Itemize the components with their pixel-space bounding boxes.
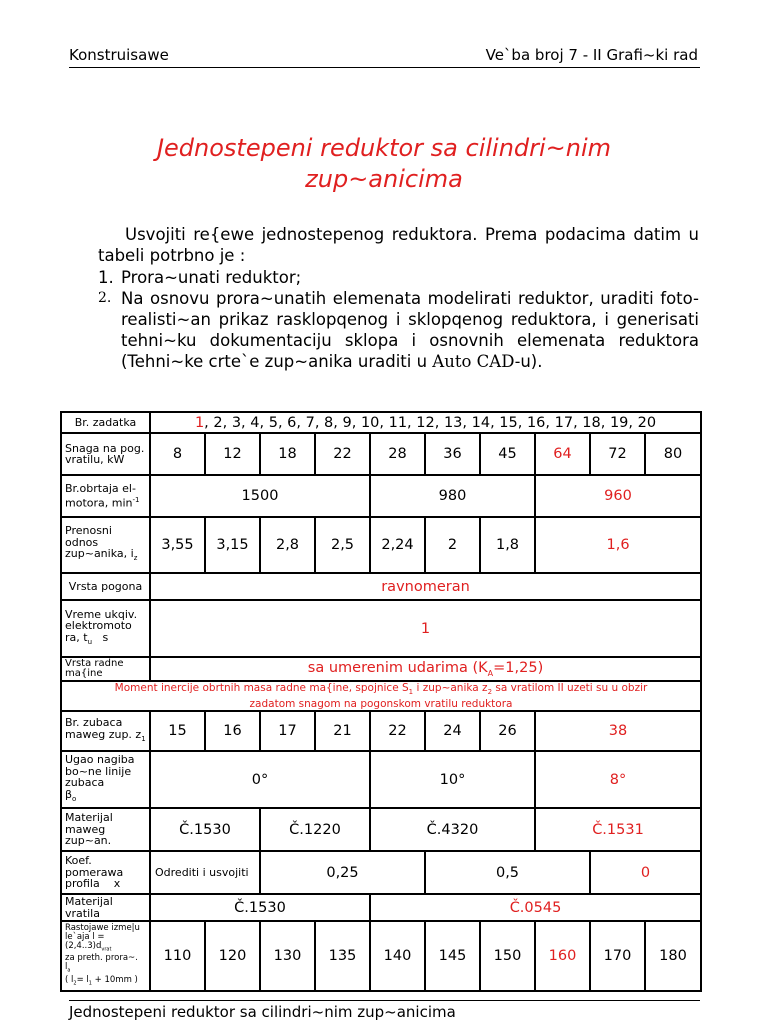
table-row <box>61 573 701 600</box>
list-item <box>98 288 699 372</box>
page-header <box>69 44 700 68</box>
list-number: 2. <box>98 290 112 306</box>
task-number-selected: 1 <box>194 414 205 431</box>
table-cell: 12 <box>205 433 260 475</box>
table-cell: Č.1531 <box>535 808 701 851</box>
row-label: Br.obrtaja el-motora, $\min^{-1}$ <box>61 475 150 517</box>
row-label: Vrsta radne ma{ine <box>61 657 150 681</box>
row-label: Br. zadatka <box>61 412 150 433</box>
table-cell: sa umerenim udarima $(K_A=1,25)$ <box>150 657 701 681</box>
title-line-2: zup~anicima <box>305 165 463 193</box>
table-cell: 150 <box>480 921 535 991</box>
table-cell: 2,24 <box>370 517 425 573</box>
row-label: Vrsta pogona <box>61 573 150 600</box>
row-label: Materijal vratila <box>61 894 150 921</box>
table-row <box>61 657 701 681</box>
table-row <box>61 894 701 921</box>
list-text-serif: Auto CAD- <box>432 352 521 371</box>
table-cell: Č.4320 <box>370 808 535 851</box>
table-cell: 28 <box>370 433 425 475</box>
table-cell: 16 <box>205 711 260 751</box>
table-cell: 80 <box>645 433 701 475</box>
table-cell: 1,6 <box>535 517 701 573</box>
table-cell: 8 <box>150 433 205 475</box>
table-cell: 145 <box>425 921 480 991</box>
list-text: Na osnovu prora~unatih elemenata modelirati reduktor, uraditi foto-realisti~an prikaz rasklopqenog i sklopqenog reduktora, i generisati tehni~ku dokumentaciju sklopa i osnovnih elemenata reduktora (Tehni~ke crte`e zup~anika uraditi u <box>121 289 699 371</box>
document-title <box>0 133 768 195</box>
list-number: 1. <box>98 268 114 287</box>
row-label: Ugao nagiba bo~ne linije zubaca $\beta_o$ <box>61 751 150 808</box>
table-cell: 15 <box>150 711 205 751</box>
table-cell: 0,25 <box>260 851 425 894</box>
table-cell: 0° <box>150 751 370 808</box>
table-cell: 24 <box>425 711 480 751</box>
table-cell: 135 <box>315 921 370 991</box>
row-label: Prenosni odnos zup~anika, $i_z$ <box>61 517 150 573</box>
table-cell: 1,8 <box>480 517 535 573</box>
table-cell: 1 <box>150 600 701 657</box>
table-cell: 2,8 <box>260 517 315 573</box>
table-row <box>61 711 701 751</box>
table-row <box>61 921 701 991</box>
table-cell: 18 <box>260 433 315 475</box>
table-cell: 140 <box>370 921 425 991</box>
data-table <box>60 411 702 992</box>
table-cell: Č.1220 <box>260 808 370 851</box>
table-cell: 1500 <box>150 475 370 517</box>
table-cell: 22 <box>315 433 370 475</box>
table-cell: Č.1530 <box>150 808 260 851</box>
table-cell: 170 <box>590 921 645 991</box>
title-line-1: Jednostepeni reduktor sa cilindri~nim <box>156 134 612 162</box>
table-row <box>61 412 701 433</box>
table-cell: 180 <box>645 921 701 991</box>
table-row <box>61 851 701 894</box>
table-row <box>61 475 701 517</box>
table-cell: 36 <box>425 433 480 475</box>
table-cell: 160 <box>535 921 590 991</box>
table-cell: 26 <box>480 711 535 751</box>
table-cell: 3,55 <box>150 517 205 573</box>
table-row <box>61 751 701 808</box>
table-row <box>61 681 701 711</box>
table-cell: 0,5 <box>425 851 590 894</box>
task-numbers <box>150 412 701 433</box>
table-cell: 130 <box>260 921 315 991</box>
table-row <box>61 517 701 573</box>
row-label: Br. zubaca maweg zup. $z_1$ <box>61 711 150 751</box>
table-cell: 110 <box>150 921 205 991</box>
table-cell: 17 <box>260 711 315 751</box>
intro-paragraph <box>98 224 699 266</box>
table-row <box>61 808 701 851</box>
table-cell: 120 <box>205 921 260 991</box>
table-cell: 3,15 <box>205 517 260 573</box>
list-text-tail: u). <box>520 352 543 371</box>
row-label: Vreme ukqiv. elektromoto ra, $t_u$ s <box>61 600 150 657</box>
table-cell: 64 <box>535 433 590 475</box>
row-label: Koef. pomerawa profila x <box>61 851 150 894</box>
header-right: Ve`ba broj 7 - II Grafi~ki rad <box>485 46 698 64</box>
table-cell: Č.0545 <box>370 894 701 921</box>
row-label: Snaga na pog. vratilu, kW <box>61 433 150 475</box>
note-cell: Moment inercije obrtnih masa radne ma{ine, spojnice $S_1$ i zup~anika $z_2$ sa vratilom II uzeti su u obzir zadatom snagom na pogonskom vratilu reduktora <box>61 681 701 711</box>
table-cell: 45 <box>480 433 535 475</box>
table-row <box>61 600 701 657</box>
table-cell: 2,5 <box>315 517 370 573</box>
page-footer: Jednostepeni reduktor sa cilindri~nim zup~anicima <box>69 1000 700 1021</box>
table-cell: 8° <box>535 751 701 808</box>
intro-text: Usvojiti re{ewe jednostepenog reduktora. Prema podacima datim u tabeli potrbno je : <box>98 225 699 265</box>
table-cell: 21 <box>315 711 370 751</box>
table-row <box>61 433 701 475</box>
task-list <box>98 267 699 372</box>
table-cell: 0 <box>590 851 701 894</box>
list-text: Prora~unati reduktor; <box>121 268 302 287</box>
table-cell: 960 <box>535 475 701 517</box>
table-cell: 72 <box>590 433 645 475</box>
table-cell: Č.1530 <box>150 894 370 921</box>
table-cell: 980 <box>370 475 535 517</box>
table-cell: 10° <box>370 751 535 808</box>
row-label: Rastojawe izme|u le`aja l = $(2,4..3)d_{vrat}$ za preth. prora~. $l_a$ ( $l_2= l_1 + 10mm$ ) <box>61 921 150 991</box>
header-left: Konstruisawe <box>69 46 169 64</box>
table-cell: 2 <box>425 517 480 573</box>
table-cell: ravnomeran <box>150 573 701 600</box>
list-item <box>98 267 699 288</box>
table-cell: 38 <box>535 711 701 751</box>
row-label: Materijal maweg zup~an. <box>61 808 150 851</box>
task-number-rest: , 2, 3, 4, 5, 6, 7, 8, 9, 10, 11, 12, 13, 14, 15, 16, 17, 18, 19, 20 <box>204 414 657 431</box>
table-cell: 22 <box>370 711 425 751</box>
table-cell: Odrediti i usvojiti <box>150 851 260 894</box>
